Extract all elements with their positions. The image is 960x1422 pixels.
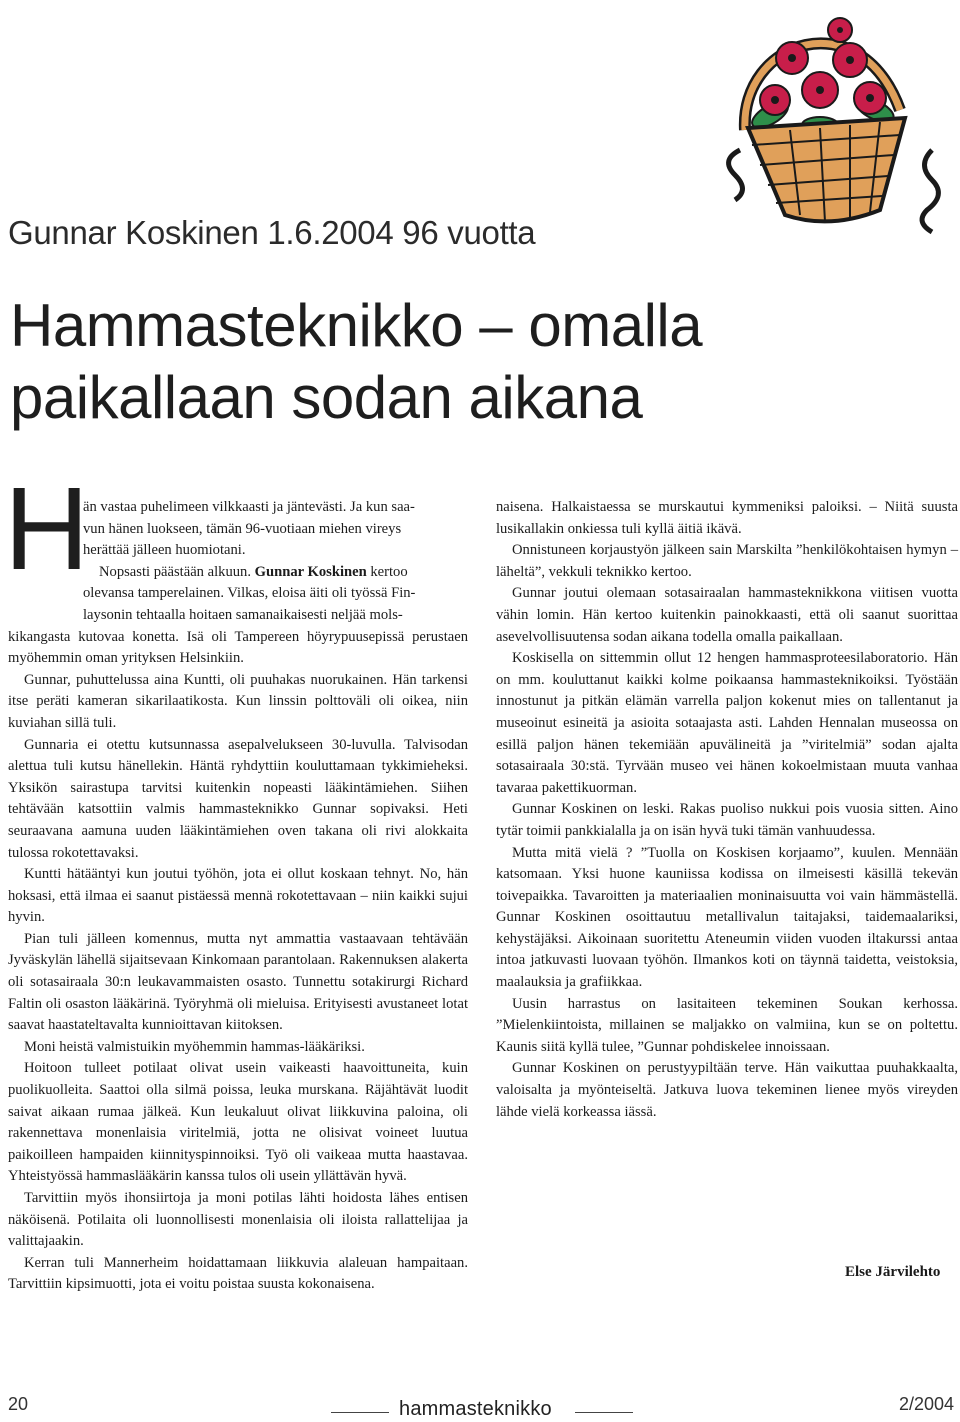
paragraph: Hoitoon tulleet potilaat olivat usein vaikeasti haavoittuneita, kuin puolikuolleita. Saattoi olla silmä poissa, leuka murskana. Räjähtävät luodit saivat aikaan rumaa jälkeä. Kun leukaluut olivat liikkuvina paloina, oli rakennettava monenlaisia viritelmiä, jotta ne olisivat voineet luutua paikoilleen hampaiden kiinnityspinnoiksi. Työ oli vaikeaa mutta haastavaa. Yhteistyössä hammaslääkärin kanssa tulos oli usein yllättävän hyvä.: [8, 1060, 468, 1185]
paragraph: Tarvittiin myös ihonsiirtoja ja moni potilas lähti hoidosta lähes entisen näköisenä. Potilaita oli luonnollisesti monenlaisia oli iloista rallattelijaa ja valittajaakin.: [8, 1190, 468, 1250]
footer-divider: [331, 1412, 389, 1413]
paragraph: [83, 562, 468, 584]
right-column: [496, 497, 958, 1123]
paragraph: Gunnar Koskinen on perustyypiltään terve. Hän vaikuttaa puuhakkaalta, valoisalta ja myönteiseltä. Jatkuva luova tekeminen lienee myös vireyden lähde vielä korkeassa iässä.: [496, 1060, 958, 1120]
paragraph: naisena. Halkaistaessa se murskautui kymmeniksi paloiksi. – Niitä suusta lusikallakin onkiessa tuli kyllä äitiä ikävä.: [496, 499, 958, 537]
magazine-brand: hammasteknikko: [399, 1398, 552, 1420]
paragraph: Onnistuneen korjaustyön jälkeen sain Marskilta ”henkilökohtaisen hymyn – läheltä”, vekkuli teknikko kertoo.: [496, 542, 958, 580]
paragraph: vun hänen luokseen, tämän 96-vuotiaan miehen vireys: [83, 520, 402, 537]
paragraph: Gunnar, puhuttelussa aina Kuntti, oli puuhakas nuorukainen. Hän tarkensi itse peräti kameran sikarilaatikosta. Kun linssin polttoväli oli oikea, niin kuviahan sillä tuli.: [8, 671, 468, 731]
paragraph: kikangasta kutovaa konetta. Isä oli Tampereen höyrypuusepissä perustaen myöhemmin oman yrityksen Helsinkiin.: [8, 628, 468, 667]
paragraph: Moni heistä valmistuikin myöhemmin hammas-lääkäriksi.: [24, 1038, 365, 1055]
issue-number: 2/2004: [898, 1394, 954, 1414]
paragraph: Kerran tuli Mannerheim hoidattamaan liikkuvia alaleuan hampaitaan. Tarvittiin kipsimuotti, jota ei voitu poistaa suusta kokonaisena.: [8, 1254, 468, 1293]
paragraph: Gunnar joutui olemaan sotasairaalan hammasteknikkona viitisen vuotta vähin lomin. Hän kertoo kuitenkin painokkaasti, että oli saanut suorittaa asevelvollisuutensa sodan aikana todella omalla paikallaan.: [496, 585, 958, 645]
headline-line-2: paikallaan sodan aikana: [10, 364, 643, 431]
footer-divider: [575, 1412, 633, 1413]
paragraph: Mutta mitä vielä ? ”Tuolla on Koskisen korjaamo”, kuulen. Mennään katsomaan. Yksi huone kauniissa kodissa on ilmeisesti käsillä tekevän toivepaikka. Tavaroitten ja materiaalien moninaisuutta voi vain hämmästellä. Gunnar Koskinen osoittautuu metallivalun taitajaksi, taidemaalariksi, kehystäjäksi. Aikoinaan suoritettu Ateneumin viiden vuoden iltakurssi antaa intoa jatkuvasti luovaan työhön. Ilmankos koti on täynnä taidetta, veistoksia, maalauksia ja grafiikkaa.: [496, 844, 958, 991]
paragraph: Koskisella on sittemmin ollut 12 hengen hammasproteesilaboratorio. Hän on mm. kouluttanut kaikki kolme poikaansa hammasteknikoiksi. Työstään innostunut ja pitkän elämän varrella paljon kokenut mies on tallentanut ja museoinut esineitä ja asioita sotaajasta asti. Lahden Hennalan museossa on esillä paljon hänen tekemiään apuvälineitä ja ”viritelmiä” sodan ajalta sotasairaala 30:stä. Tyrvään museo vei hänen kokoelmistaan muuta vanhaa tavaraa pakettikuorman.: [496, 650, 958, 796]
paragraph: Gunnar Koskinen on leski. Rakas puoliso nukkui pois vuosia sitten. Aino tytär toimii pankkialalla ja on isän hyvä tuki tämän vanhuudessa.: [496, 801, 958, 839]
paragraph: herättää jälleen huomiotani.: [83, 542, 246, 559]
page-number: 20: [8, 1394, 29, 1414]
text-run: Nopsasti päästään alkuun.: [99, 563, 255, 580]
paragraph: än vastaa puhelimeen vilkkaasti ja jäntevästi. Ja kun saa-: [83, 499, 415, 515]
drop-cap: H: [4, 463, 90, 595]
paragraph: laysonin tehtaalla hoitaen samanaikaisesti neljää mols-: [83, 606, 403, 623]
page-footer: [0, 1392, 960, 1422]
paragraph: olevansa tamperelainen. Vilkas, eloisa äiti oli työssä Fin-: [83, 585, 416, 602]
text-run: kertoo: [366, 563, 408, 580]
paragraph: Pian tuli jälleen komennus, mutta nyt ammattia vastaavaan tehtävään Jyväskylän lähellä sijaitsevaan Kinkomaan parantolaan. Rakennuksen alakerta oli sotasairaala 30:n leukavammaisten osasto. Tunnettu sotakirurgi Richard Faltin oli osaston lääkärinä. Työryhmä oli mieluisa. Erityisesti avustaneet lotat saavat haastateltavalta kunnioittavan kiitoksen.: [8, 930, 468, 1034]
person-name: Gunnar Koskinen: [254, 563, 367, 580]
flower-basket-icon: [700, 0, 960, 260]
paragraph: Gunnaria ei otettu kutsunnassa asepalvelukseen 30-luvulla. Talvisodan alettua tuli kutsu hänellekin. Häntä ryhdyttiin kouluttamaan tykkimieheksi. Yksikön sairastupa tarvitsi kuitenkin nopeasti lääkintämiehen. Siihen tehtävään katsottiin valmis hammasteknikko Gunnar sopivaksi. Heti seuraavana aamuna uuden lääkintämiehen oven takana oli rivi alokkaita tulossa rokotettavaksi.: [8, 736, 468, 861]
paragraph: Uusin harrastus on lasitaiteen tekeminen Soukan kerhossa. ”Mielenkiintoista, millainen se maljakko on valmiina, kun se on poltettu. Kaunis siitä kyllä tulee, ”Gunnar pohdiskelee innoissaan.: [496, 995, 958, 1055]
author-signature: Else Järvilehto: [845, 1264, 941, 1280]
left-column: [8, 497, 468, 1296]
paragraph: Kuntti hätääntyi kun joutui työhön, jota ei ollut koskaan tehnyt. No, hän hoksasi, että ilmaa ei saanut pistäessä mennä rokotettavaan – niin kaikki sujui hyvin.: [8, 866, 468, 926]
article-kicker: Gunnar Koskinen 1.6.2004 96 vuotta: [8, 214, 536, 251]
article-headline: [10, 290, 960, 434]
headline-line-1: Hammasteknikko – omalla: [10, 292, 703, 359]
